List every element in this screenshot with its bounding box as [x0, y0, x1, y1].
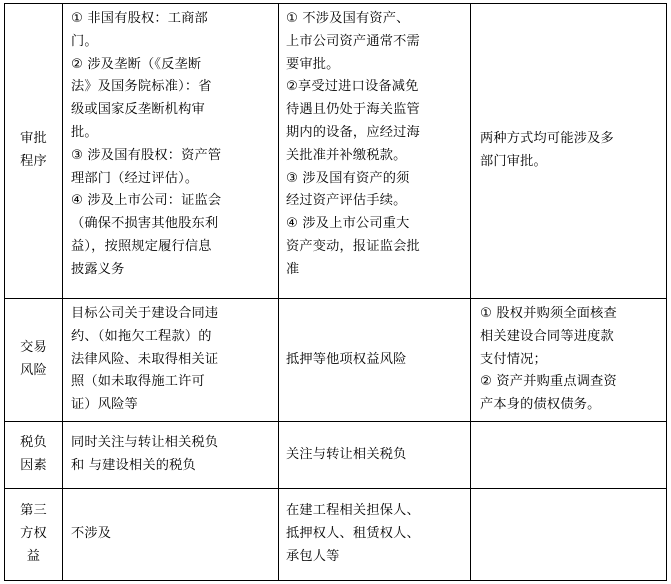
- cell-tax-remark: [480, 422, 664, 488]
- grid-line: [666, 3, 667, 581]
- row-header-tax: 税负 因素: [20, 435, 47, 473]
- row-header-third-party: 第三 方权 益: [20, 503, 47, 564]
- row-header-risk: 交易 风险: [20, 340, 47, 378]
- cell-approval-equity: ① 非国有股权：工商部 门。 ② 涉及垄断（《反垄断 法》及国务院标准）：省 级或国家反垄断机构审 批。 ③ 涉及国有股权：资产管 理部门（经过评估）。 ④ 涉及上市公司：证监会 （确保不损害其他股东利 益），按照规定履行信息 披露义务: [71, 11, 222, 277]
- cell-risk-asset: 抵押等他项权益风险: [286, 351, 407, 367]
- grid-line: [278, 3, 279, 581]
- cell-risk-equity: 目标公司关于建设合同违 约、（如拖欠工程款）的 法律风险、未取得相关证 照（如未取得施工许可 证）风险等: [71, 306, 219, 413]
- cell-third-party-remark: [480, 489, 664, 580]
- grid-line: [62, 3, 63, 581]
- cell-risk-remark: ① 股权并购须全面核查 相关建设合同等进度款 支付情况； ② 资产并购重点调查资 产本身的债权债务。: [480, 306, 617, 413]
- grid-line: [4, 580, 667, 581]
- cell-approval-asset: ① 不涉及国有资产、 上市公司资产通常不需 要审批。 ②享受过进口设备减免 待遇且仍处于海关监管 期内的设备，应经过海 关批准并补缴税款。 ③ 涉及国有资产的须 经过资产评估手续。 ④ 涉及上市公司重大 资产变动，报证监会批 准: [286, 11, 420, 277]
- comparison-table: [4, 3, 667, 581]
- grid-line: [470, 3, 471, 581]
- cell-approval-remark: 两种方式均可能涉及多 部门审批。: [480, 131, 614, 169]
- cell-tax-equity: 同时关注与转让相关税负 和 与建设相关的税负: [71, 435, 219, 473]
- cell-third-party-equity: 不涉及: [71, 526, 112, 542]
- cell-tax-asset: 关注与转让相关税负: [286, 446, 407, 462]
- row-header-approval: 审批 程序: [20, 131, 47, 169]
- cell-third-party-asset: 在建工程相关担保人、 抵押权人、租赁权人、 承包人等: [286, 503, 420, 564]
